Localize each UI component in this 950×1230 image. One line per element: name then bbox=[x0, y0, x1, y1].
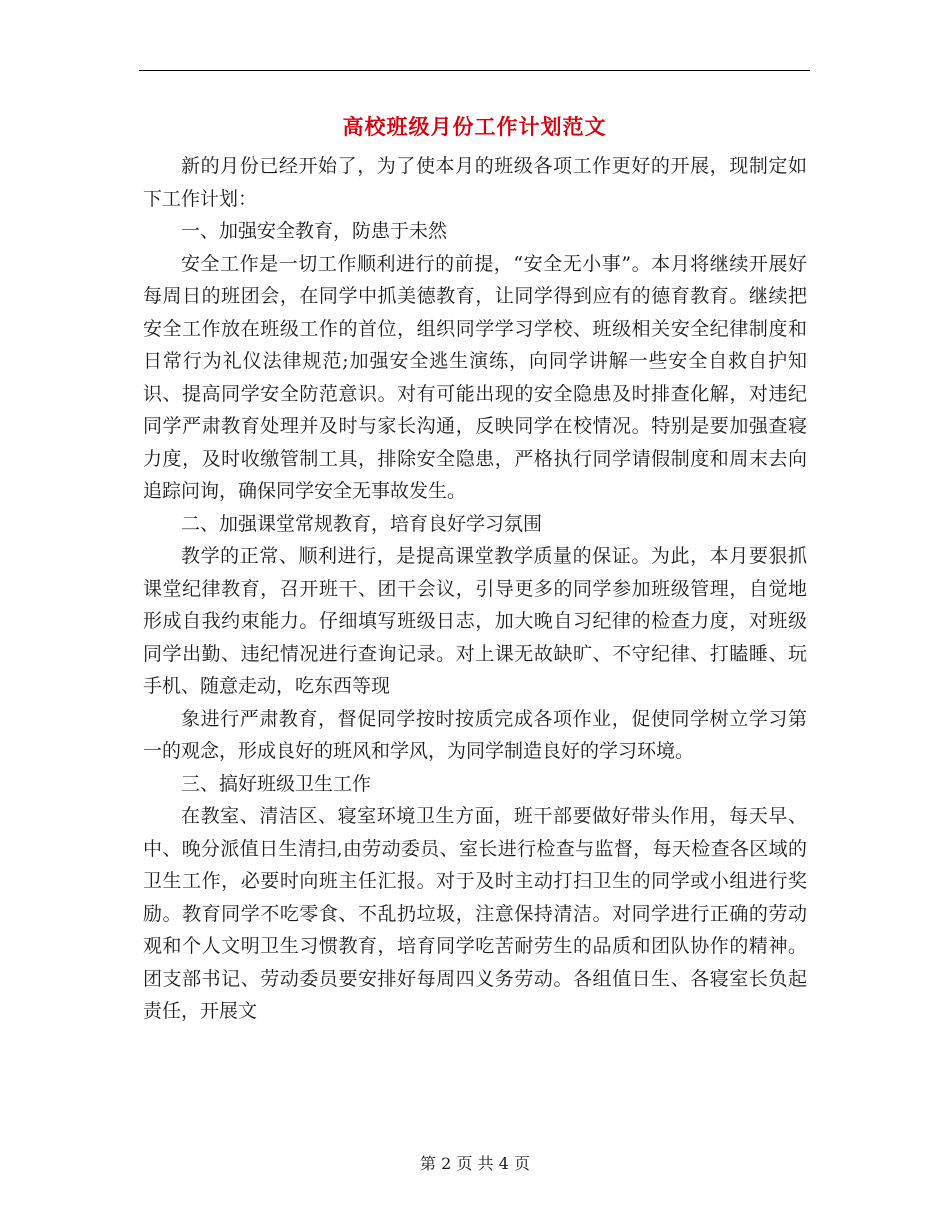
page-footer bbox=[0, 1152, 950, 1176]
safety-paragraph: 安全工作是一切工作顺利进行的前提，“安全无小事”。本月将继续开展好每周日的班团会，在同学中抓美德教育，让同学得到应有的德育教育。继续把安全工作放在班级工作的首位，组织同学学习学校、班级相关安全纪律制度和日常行为礼仪法律规范;加强安全逃生演练，向同学讲解一些安全自救自护知识、提高同学安全防范意识。对有可能出现的安全隐患及时排查化解，对违纪同学严肃教育处理并及时与家长沟通，反映同学在校情况。特别是要加强查寝力度，及时收缴管制工具，排除安全隐患，严格执行同学请假制度和周末去向追踪问询，确保同学安全无事故发生。 bbox=[143, 252, 807, 502]
section-heading-classroom: 二、加强课堂常规教育，培育良好学习氛围 bbox=[181, 512, 543, 535]
header-rule bbox=[139, 70, 810, 71]
footer-total-word: 共 bbox=[477, 1154, 494, 1173]
footer-prefix: 第 bbox=[420, 1154, 437, 1173]
hygiene-paragraph: 在教室、清洁区、寝室环境卫生方面，班干部要做好带头作用，每天早、中、晚分派值日生清扫,由劳动委员、室长进行检查与监督，每天检查各区域的卫生工作，必要时向班主任汇报。对于及时主动打扫卫生的同学或小组进行奖励。教育同学不吃零食、不乱扔垃圾，注意保持清洁。对同学进行正确的劳动观和个人文明卫生习惯教育，培育同学吃苦耐劳生的品质和团队协作的精神。团支部书记、劳动委员要安排好每周四义务劳动。各组值日生、各寝室长负起责任，开展文 bbox=[143, 805, 807, 1022]
footer-suffix: 页 bbox=[513, 1154, 530, 1173]
classroom-paragraph: 教学的正常、顺利进行，是提高课堂教学质量的保证。为此，本月要狠抓课堂纪律教育，召开班干、团干会议，引导更多的同学参加班级管理，自觉地形成自我约束能力。仔细填写班级日志，加大晚自习纪律的检查力度，对班级同学出勤、违纪情况进行查询记录。对上课无故缺旷、不守纪律、打瞌睡、玩手机、随意走动，吃东西等现 bbox=[143, 545, 807, 697]
classroom-paragraph-continued: 象进行严肃教育，督促同学按时按质完成各项作业，促使同学树立学习第一的观念，形成良好的班风和学风，为同学制造良好的学习环境。 bbox=[143, 707, 807, 762]
document-body bbox=[143, 150, 807, 1028]
section-heading-hygiene: 三、搞好班级卫生工作 bbox=[181, 772, 372, 795]
document-title: 高校班级月份工作计划范文 bbox=[342, 114, 607, 139]
footer-page-word: 页 bbox=[456, 1154, 473, 1173]
footer-total-pages: 4 bbox=[498, 1154, 509, 1173]
section-heading-safety: 一、加强安全教育，防患于未然 bbox=[181, 220, 448, 242]
footer-current-page: 2 bbox=[441, 1154, 452, 1173]
intro-paragraph: 新的月份已经开始了，为了使本月的班级各项工作更好的开展，现制定如下工作计划： bbox=[143, 155, 807, 210]
